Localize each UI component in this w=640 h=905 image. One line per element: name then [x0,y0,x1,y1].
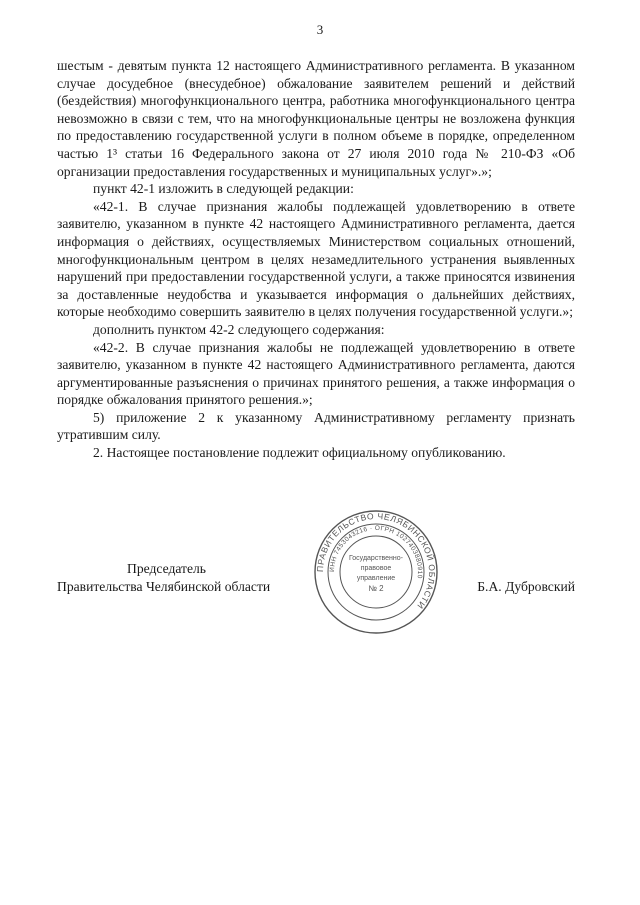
paragraph: 5) приложение 2 к указанному Административному регламенту признать утратившим силу. [57,409,575,443]
paragraph: 2. Настоящее постановление подлежит официальному опубликованию. [93,445,506,461]
stamp-middle-circle [328,524,424,620]
signatory-title-line-1: Председатель [127,561,206,576]
stamp-center-line-3: управление [356,575,396,582]
stamp-codes-text: ИНН 7453043216 · ОГРН 1027403880910 [328,524,424,580]
stamp-inner-circle [340,536,412,608]
official-stamp [312,508,440,636]
signatory-title-line-2: Правительства Челябинской области [57,579,271,594]
signatory-name: Б.А. Дубровский [477,579,575,594]
document-body [57,57,575,462]
paragraph: «42-2. В случае признания жалобы не подлежащей удовлетворению в ответе заявителю, указанном в пункте 42 настоящего Административного регламента, даются аргументированные разъяснения о причинах принятого решения, а также информация о порядке обжалования принятого решения.»; [57,339,575,408]
paragraph: пункт 42-1 изложить в следующей редакции: [93,181,354,197]
stamp-center-line-1: Государственно- [348,555,404,562]
paragraph: шестым - девятым пункта 12 настоящего Административного регламента. В указанном случае досудебное (внесудебное) обжалование заявителем решений и действий (бездействия) многофункционального центра, работника многофункционального центра невозможно в связи с тем, что на многофункциональные центры не возложена функция по предоставлению государственной услуги в полном объеме в порядке, определенном частью 1³ статьи 16 Федерального закона от 27 июля 2010 года № 210-ФЗ «Об организации предоставления государственных и муниципальных услуг».»; [57,58,575,179]
paragraph: дополнить пунктом 42-2 следующего содержания: [93,321,385,337]
paragraph: «42-1. В случае признания жалобы подлежащей удовлетворению в ответе заявителю, указанном в пункте 42 настоящего Административного регламента, дается информация о действиях, осуществляемых Министерством социальных отношений, многофункциональным центром в целях незамедлительного устранения выявленных нарушений при предоставлении государственной услуги, а также приносятся извинения за доставленные неудобства и указывается информация о дальнейших действиях, которые необходимо совершить заявителю в целях получения государственной услуги.»; [57,198,575,320]
stamp-outer-text: ПРАВИТЕЛЬСТВО ЧЕЛЯБИНСКОЙ ОБЛАСТИ [314,510,438,612]
page-number: 3 [316,22,324,37]
stamp-center-line-4: № 2 [368,584,384,593]
stamp-center-line-2: правовое [360,565,392,572]
